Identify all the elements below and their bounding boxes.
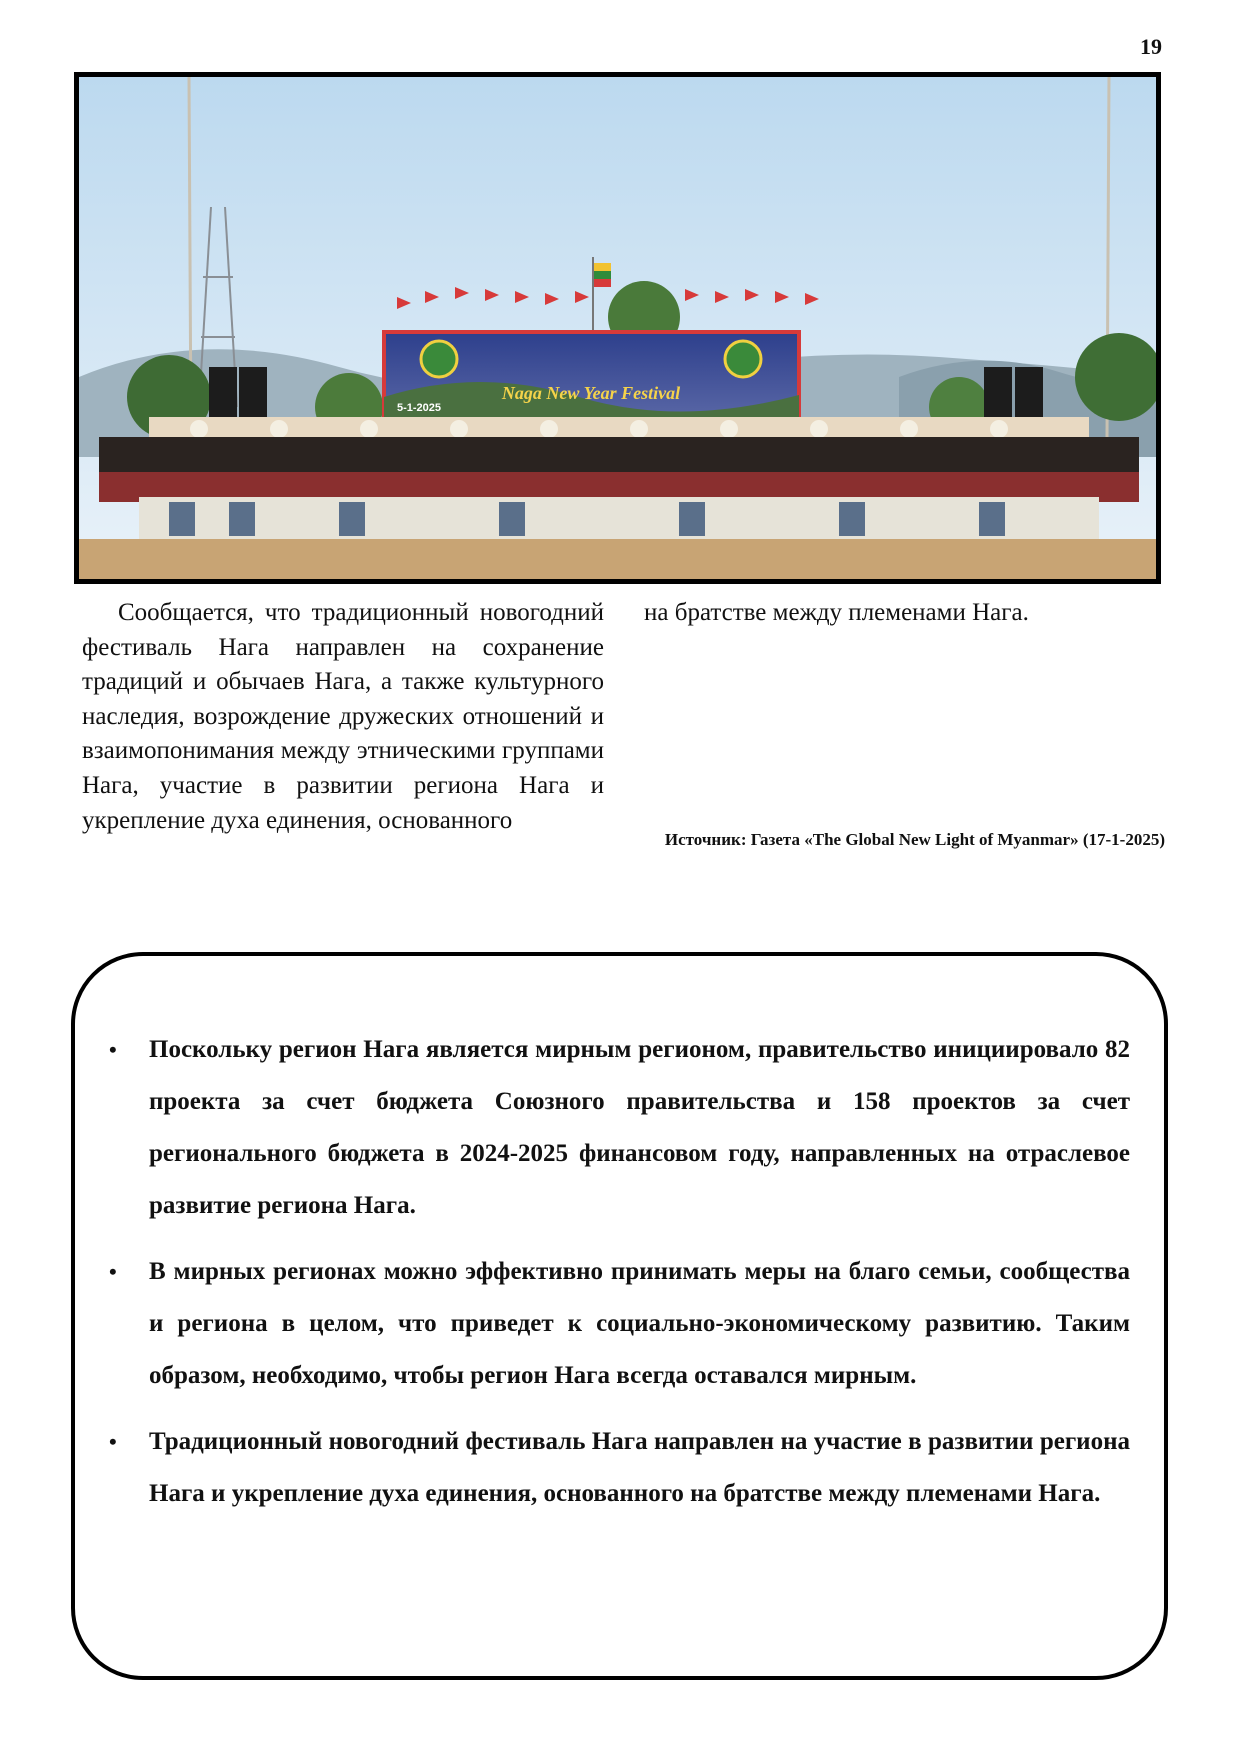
bullet-icon: • [109, 1429, 117, 1454]
summary-item [109, 1246, 1130, 1402]
summary-item-text: Поскольку регион Нага является мирным регионом, правительство инициировало 82 проекта за счет бюджета Союзного правительства и 158 проектов за счет регионального бюджета в 2024-2025 финансовом году, направленных на отраслевое развитие региона Нага. [149, 1036, 1130, 1219]
bullet-icon: • [109, 1259, 117, 1284]
article-right-column [644, 596, 1164, 631]
article-continuation: на братстве между племенами Нага. [644, 599, 1029, 626]
bullet-icon: • [109, 1037, 117, 1062]
article-left-column [82, 596, 604, 838]
festival-photo-illustration [79, 77, 1156, 579]
summary-item [109, 1024, 1130, 1232]
summary-box [71, 952, 1168, 1680]
summary-item-text: В мирных регионах можно эффективно принимать меры на благо семьи, сообщества и региона в целом, что приведет к социально-экономическому развитию. Таким образом, необходимо, чтобы регион Нага всегда оставался мирным. [149, 1258, 1130, 1389]
summary-item-text: Традиционный новогодний фестиваль Нага направлен на участие в развитии региона Нага и укрепление духа единения, основанного на братстве между племенами Нага. [149, 1428, 1130, 1507]
festival-photo [74, 72, 1161, 584]
banner-title: Naga New Year Festival [501, 383, 681, 403]
summary-item [109, 1416, 1130, 1520]
article-paragraph: Сообщается, что традиционный новогодний фестиваль Нага направлен на сохранение традиций и обычаев Нага, а также культурного наследия, возрождение дружеских отношений и взаимопонимания между этническими группами Нага, участие в развитии региона Нага и укрепление духа единения, основанного [82, 599, 604, 834]
summary-list [109, 1024, 1130, 1534]
banner-date: 5-1-2025 [396, 402, 442, 414]
page-number: 19 [1140, 34, 1162, 59]
source-citation: Источник: Газета «The Global New Light of Myanmar» (17-1-2025) [664, 830, 1165, 849]
